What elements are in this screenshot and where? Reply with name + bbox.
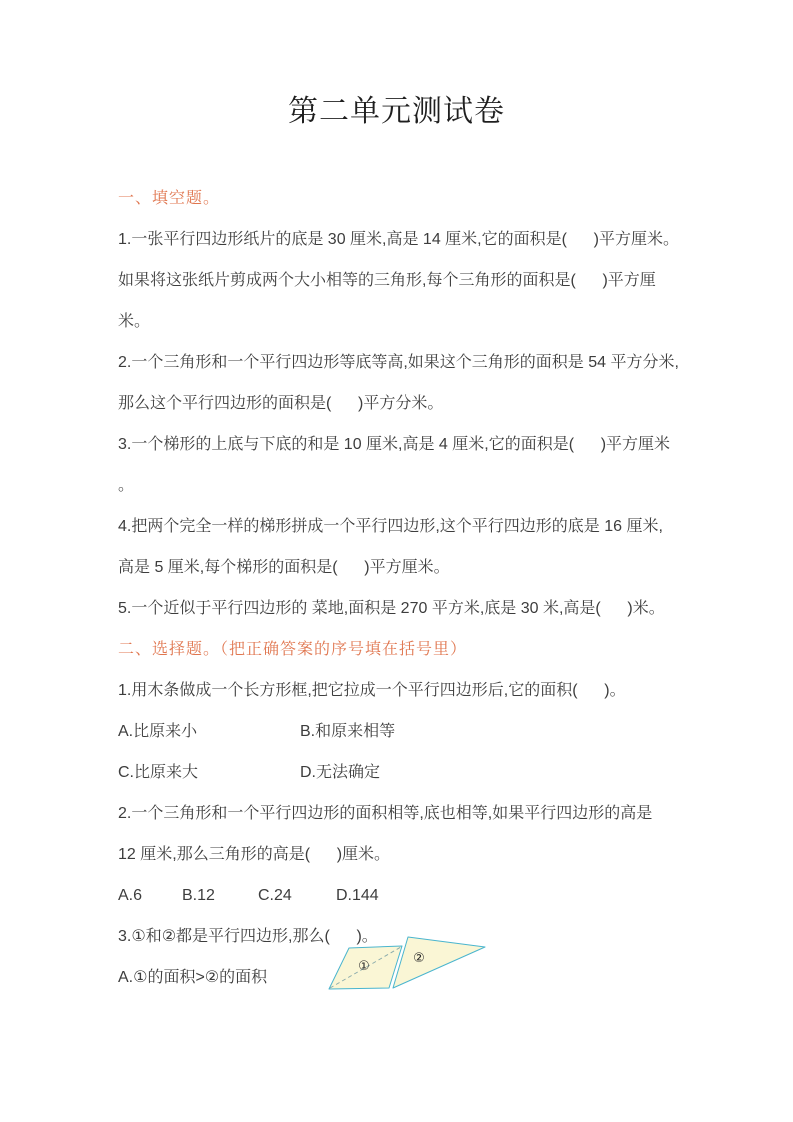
option-label: B.12: [182, 887, 215, 904]
option-label: B.和原来相等: [300, 723, 396, 740]
parallelogram-figure: [325, 936, 485, 998]
question-line: 。: [118, 477, 135, 494]
question-line: 3.一个梯形的上底与下底的和是 10 厘米,高是 4 厘米,它的面积是( )平方厘米: [118, 436, 671, 453]
parallelogram-2-shape: [393, 937, 485, 988]
option-label: C.24: [258, 887, 292, 904]
question-line: 米。: [118, 313, 151, 330]
question-line: A.①的面积>②的面积: [118, 969, 268, 986]
question-line: 那么这个平行四边形的面积是( )平方分米。: [118, 395, 444, 412]
question-line: 2.一个三角形和一个平行四边形的面积相等,底也相等,如果平行四边形的高是: [118, 805, 653, 822]
question-line: 12 厘米,那么三角形的高是( )厘米。: [118, 846, 391, 863]
figure-label-2: ②: [413, 951, 425, 966]
document-body: [118, 178, 793, 998]
figure-slot: [443, 1114, 603, 1122]
question-line: 如果将这张纸片剪成两个大小相等的三角形,每个三角形的面积是( )平方厘: [118, 272, 656, 289]
question-line: 1.用木条做成一个长方形框,把它拉成一个平行四边形后,它的面积( )。: [118, 682, 626, 699]
section-heading: 一、填空题。: [118, 190, 221, 207]
option-label: A.6: [118, 887, 143, 904]
question-line: 高是 5 厘米,每个梯形的面积是( )平方厘米。: [118, 559, 450, 576]
option-label: C.比原来大: [118, 764, 199, 781]
option-label: A.比原来小: [118, 723, 198, 740]
section-heading: 二、选择题。（把正确答案的序号填在括号里）: [118, 641, 468, 658]
figure-label-1: ①: [358, 959, 370, 974]
page-title: 第二单元测试卷: [288, 95, 505, 128]
options-row: [118, 711, 793, 752]
options-row: [118, 875, 793, 916]
option-label: D.144: [336, 887, 379, 904]
options-row: [118, 752, 793, 793]
option-label: D.无法确定: [300, 764, 381, 781]
question-line: 3.①和②都是平行四边形,那么( )。: [118, 928, 378, 945]
question-line: 1.一张平行四边形纸片的底是 30 厘米,高是 14 厘米,它的面积是( )平方厘米。: [118, 231, 679, 248]
question-line: 4.把两个完全一样的梯形拼成一个平行四边形,这个平行四边形的底是 16 厘米,: [118, 518, 663, 535]
question-line: 5.一个近似于平行四边形的 菜地,面积是 270 平方米,底是 30 米,高是( )米。: [118, 600, 665, 617]
question-line: 2.一个三角形和一个平行四边形等底等高,如果这个三角形的面积是 54 平方分米,: [118, 354, 679, 371]
